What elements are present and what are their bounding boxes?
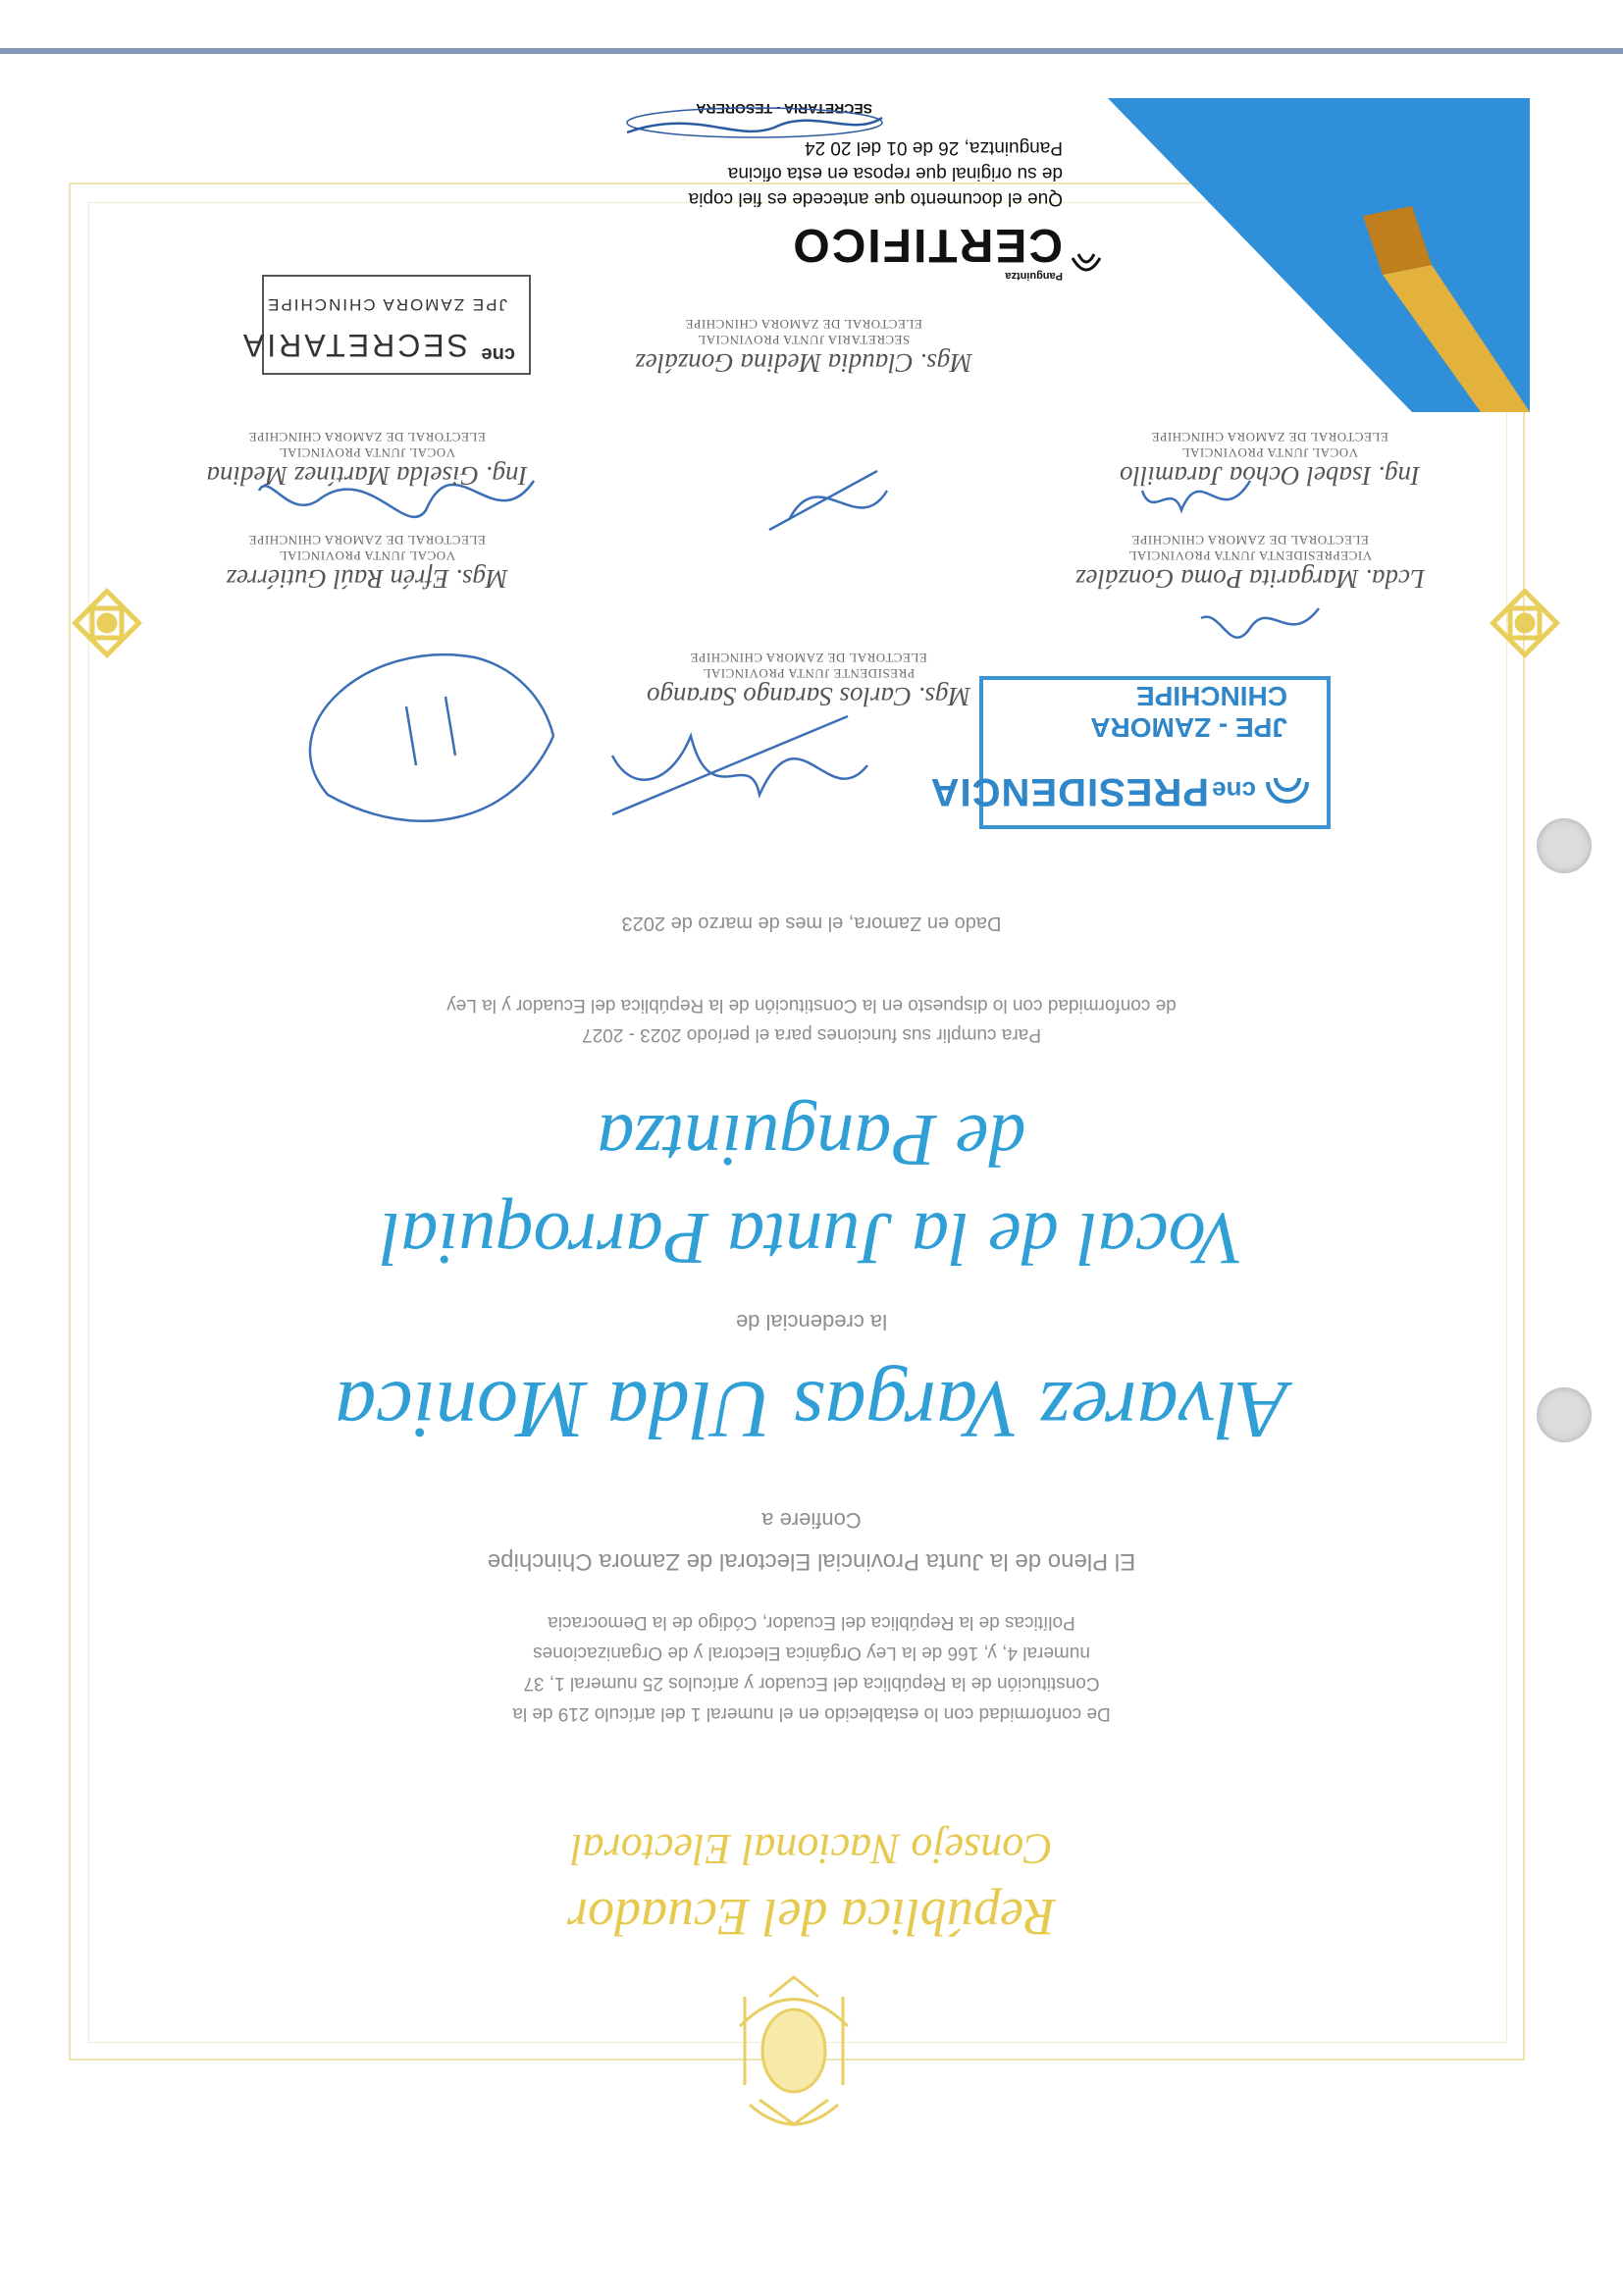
signatory-role: ELECTORAL DE ZAMORA CHINCHIPE — [685, 317, 922, 332]
signatory-role: ELECTORAL DE ZAMORA CHINCHIPE — [248, 533, 486, 548]
signatory-role: ELECTORAL DE ZAMORA CHINCHIPE — [1131, 533, 1369, 548]
signature-vocal — [406, 697, 455, 765]
signatory-name: Ing. Isabel Ochoa Jaramillo — [1120, 461, 1420, 491]
signatory-role: VICEPRESIDENTA JUNTA PROVINCIAL — [1127, 548, 1373, 563]
stamp-subtitle: JPE - ZAMORA CHINCHIPE — [1091, 681, 1287, 743]
signature-president — [612, 736, 867, 795]
punch-hole — [1537, 1387, 1592, 1442]
signatory-block — [588, 316, 1020, 378]
legal-basis — [343, 1607, 1280, 1729]
stamp-logo-text: cne — [481, 343, 515, 365]
signatory-role: ELECTORAL DE ZAMORA CHINCHIPE — [1151, 430, 1388, 444]
header-council: Consejo Nacional Electoral — [570, 1825, 1053, 1873]
recipient-name: Alvarez Vargas Ulda Monica — [335, 1364, 1288, 1455]
confers-to: Confiere a — [761, 1508, 862, 1533]
signatory-block — [161, 532, 573, 594]
board-statement: El Pleno de la Junta Provincial Electoral de Zamora Chinchipe — [487, 1548, 1136, 1575]
municipal-logo-icon — [1065, 244, 1108, 287]
certification-date: Panguintza, 26 de 01 del 20 24 — [804, 137, 1063, 158]
gold-ornament-icon — [63, 579, 151, 667]
certification-line: de su original que reposa en esta oficina — [727, 163, 1063, 183]
presidencia-stamp — [929, 676, 1331, 829]
stamp-title: PRESIDENCIA — [929, 770, 1209, 813]
signatory-role: VOCAL JUNTA PROVINCIAL — [1181, 445, 1358, 460]
coat-of-arms-icon — [720, 1967, 867, 2144]
period-legal-text: de conformidad con lo dispuesto en la Constitución de la República del Ecuador y la Ley — [446, 995, 1177, 1016]
issue-date: Dado en Zamora, el mes de marzo de 2023 — [621, 913, 1002, 934]
certification-line: Que el documento que antecede es fiel copia — [688, 188, 1063, 209]
signatory-name: Mgs. Efrén Raúl Gutiérrez — [226, 564, 508, 594]
secretaria-stamp — [239, 275, 531, 375]
signatory-role: VOCAL JUNTA PROVINCIAL — [279, 548, 455, 563]
stamp-title: SECRETARIA — [239, 328, 468, 363]
corner-graphic — [1108, 98, 1530, 412]
legal-basis-line: Constitución de la República del Ecuador y artículos 25 numeral 1, 37 — [523, 1673, 1100, 1694]
signatory-role: VOCAL JUNTA PROVINCIAL — [279, 445, 455, 460]
cne-logo-icon — [1258, 753, 1317, 811]
signatory-role: ELECTORAL DE ZAMORA CHINCHIPE — [690, 651, 927, 665]
signatory-role: PRESIDENTE JUNTA PROVINCIAL — [702, 666, 916, 681]
signature-vice — [1201, 608, 1319, 638]
parish-name: de Panguintza — [597, 1099, 1026, 1181]
certification-place: Panguintza — [1005, 270, 1063, 282]
signatory-name: Mgs. Claudia Medina González — [635, 348, 972, 378]
legal-basis-line: De conformidad con lo establecido en el numeral 1 del artículo 219 de la — [512, 1703, 1111, 1724]
signatory-name: Mgs. Carlos Sarango Sarango — [646, 682, 971, 711]
signature-secretary — [769, 471, 887, 530]
legal-basis-line: numeral 4, y, 166 de la Ley Orgánica Electoral y de Organizaciones — [533, 1643, 1090, 1663]
signatory-role: SECRETARIA JUNTA PROVINCIAL — [697, 333, 911, 347]
legal-basis-line: Políticas de la República del Ecuador, Código de la Democracia — [548, 1612, 1075, 1633]
period-text: Para cumplir sus funciones para el período 2023 - 2027 — [582, 1024, 1041, 1045]
scan-edge-line — [0, 48, 1623, 54]
signatory-name: Lcda. Margarita Poma González — [1075, 564, 1425, 594]
secretary-signature — [617, 103, 892, 142]
certification-title: CERTIFICO — [791, 219, 1063, 271]
header-republic: República del Ecuador — [567, 1888, 1056, 1947]
signatory-block — [602, 650, 1015, 711]
stamp-subtitle: JPE ZAMORA CHINCHIPE — [266, 295, 507, 314]
signatory-block — [151, 429, 583, 491]
certification-footer: SECRETARIA - TESORERA — [696, 101, 872, 117]
signatory-role: ELECTORAL DE ZAMORA CHINCHIPE — [248, 430, 486, 444]
role-title: Vocal de la Junta Parroquial — [380, 1197, 1243, 1279]
signatory-block — [1044, 532, 1456, 594]
stamp-logo-text: cne — [1212, 776, 1256, 806]
signatory-block — [1064, 429, 1476, 491]
credential-prefix: la credencial de — [735, 1310, 888, 1334]
signatory-name: Ing. Giselda Martínez Medina — [206, 461, 528, 491]
punch-hole — [1537, 818, 1592, 873]
gold-ornament-icon — [1481, 579, 1569, 667]
signature-vocal — [310, 654, 553, 821]
